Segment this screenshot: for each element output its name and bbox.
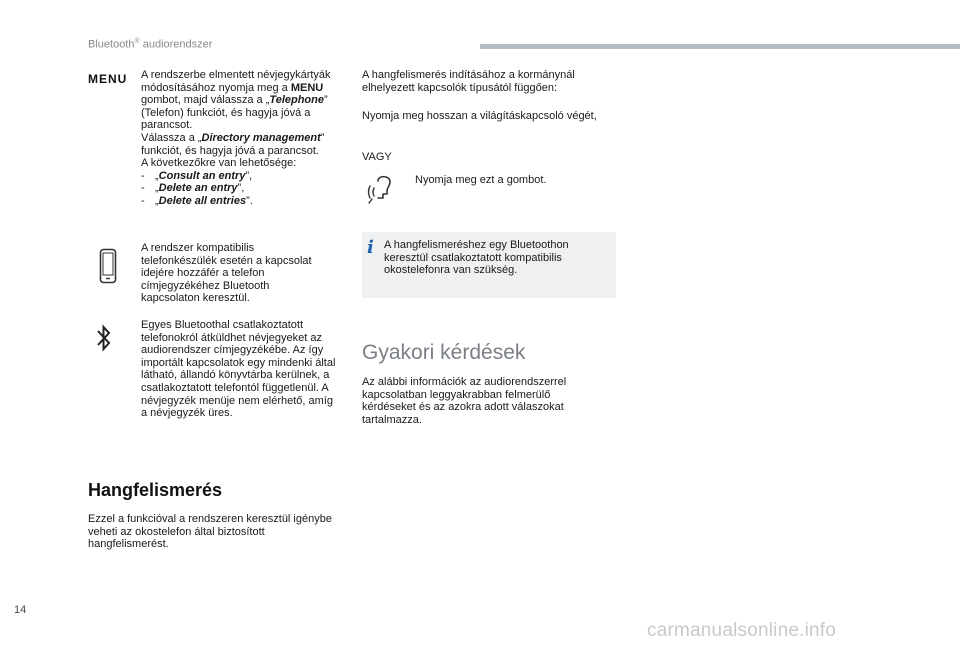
- info-text: A hangfelismeréshez egy Bluetoothon keresztül csatlakoztatott kompatibilis okostelefonra van szükség.: [384, 239, 569, 277]
- watermark: carmanualsonline.info: [647, 620, 837, 641]
- list-item: - „Delete all entries”.: [141, 194, 253, 207]
- info-icon: i: [367, 237, 374, 258]
- faq-paragraph: Az alábbi információk az audiorendszerrel kapcsolatban leggyakrabban felmerülő kérdéseket és az azokra adott válaszokat tartalmazza.: [362, 376, 567, 426]
- list-item: - „Consult an entry”,: [141, 169, 253, 182]
- list-item: - „Delete an entry”,: [141, 182, 245, 195]
- menu-instructions: A rendszerbe elmentett névjegykártyák módosításához nyomja meg a MENU gombot, majd válassza a „Telephone” (Telefon) funkciót, és hagyja jóvá a parancsot. Válassza a „Directory management” funkciót, és hagyja jóvá a parancsot. A következőkre van lehetősége: - „Consult an entry”, - „Delete an entry”, - „Delete all entries”.: [141, 69, 341, 208]
- bluetooth-paragraph: Egyes Bluetoothal csatlakoztatott telefonokról átküldhet névjegyeket az audiorendszer címjegyzékébe. Az így importált kapcsolatok egy mindenki által látható, állandó könyvtárba kerülnek, a csatlakoztatott telefontól függetlenül. A névjegyzék menüje nem elérhető, amíg a névjegyzék üres.: [141, 319, 336, 420]
- or-label: VAGY: [362, 151, 392, 163]
- section-heading-voice: Hangfelismerés: [88, 480, 223, 500]
- menu-icon: MENU: [88, 72, 128, 86]
- voice-intro-paragraph: Ezzel a funkcióval a rendszeren keresztül igénybe veheti az okostelefon által biztosított hangfelismerést.: [88, 513, 332, 551]
- press-button-paragraph: Nyomja meg ezt a gombot.: [415, 174, 547, 186]
- long-press-paragraph: Nyomja meg hosszan a világításkapcsoló végét,: [362, 110, 597, 122]
- bluetooth-icon: [96, 324, 112, 357]
- voice-start-paragraph: A hangfelismerés indításához a kormánynál elhelyezett kapcsolók típusától függően:: [362, 69, 575, 94]
- page-number: 14: [14, 604, 27, 616]
- voice-command-icon: [366, 172, 396, 211]
- smartphone-icon: [99, 248, 117, 289]
- section-heading-faq: Gyakori kérdések: [362, 341, 526, 364]
- header-bar: [480, 44, 960, 49]
- page-header-title: Bluetooth® audiorendszer: [88, 38, 213, 51]
- phone-paragraph: A rendszer kompatibilis telefonkészülék esetén a kapcsolat idejére hozzáfér a telefon címjegyzékéhez Bluetooth kapcsolaton keresztül.: [141, 242, 312, 305]
